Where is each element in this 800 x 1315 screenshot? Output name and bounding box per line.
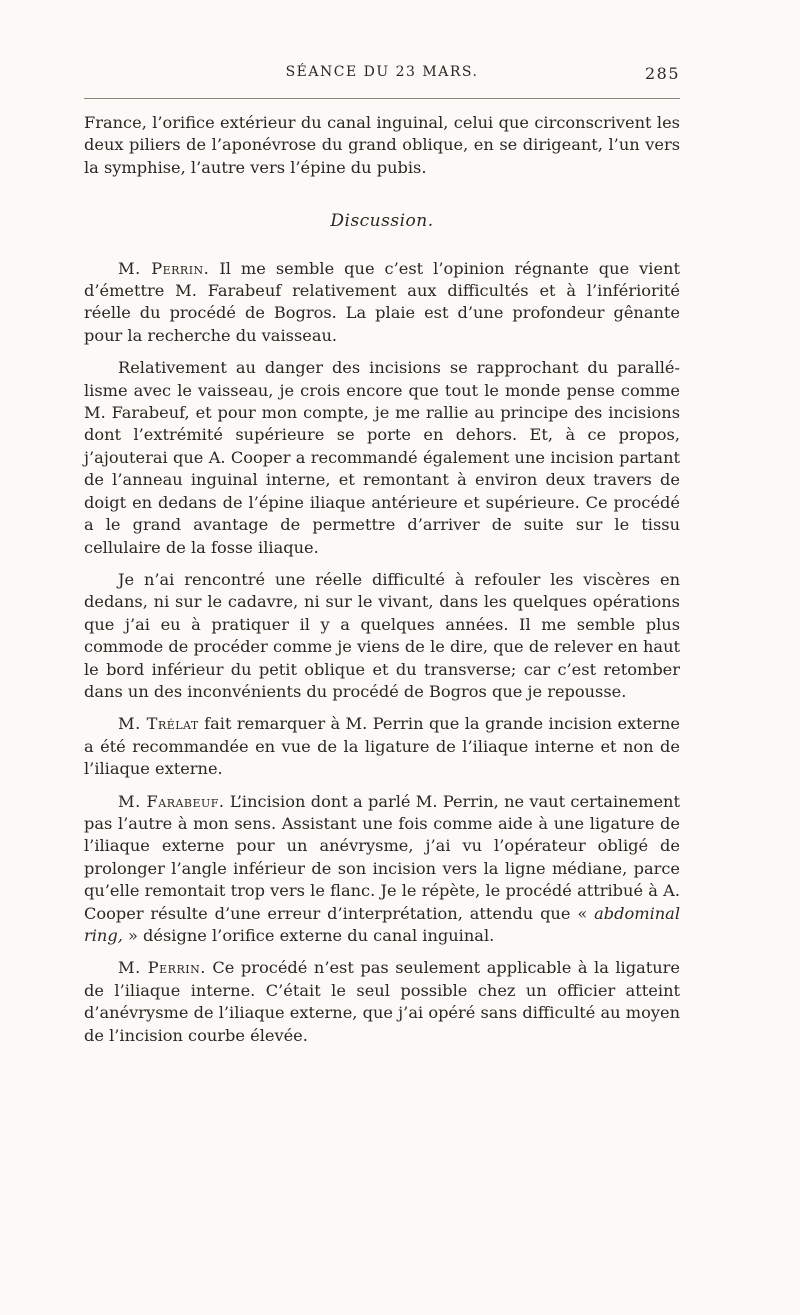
paragraph-perrin-4 <box>84 957 680 1047</box>
paragraph-text: fait remarquer à M. Perrin que la grande incision externe a été recommandée en vue de la ligature de l’iliaque interne et non de l’iliaque externe. <box>84 714 680 779</box>
speaker-name: M. Farabeuf. <box>118 791 225 811</box>
paragraph-continuation: France, l’orifice extérieur du canal inguinal, celui que circonscrivent les deux piliers de l’aponévrose du grand oblique, en se dirigeant, l’un vers la symphise, l’autre vers l’épine du pubis. <box>84 113 680 177</box>
paragraph-text: L’incision dont a parlé M. Perrin, ne vaut certainement pas l’autre à mon sens. Assistant une fois comme aide à une ligature de l’iliaque externe pour un anévrysme, j’ai vu l’opérateur obligé de prolonger l’angle inférieur de son incision vers la ligne médiane, parce qu’elle remontait trop vers le flanc. Je le répète, le procédé attribué à A. Cooper résulte d’une erreur d’interprétation, attendu que « <box>84 791 680 923</box>
page-number: 285 <box>644 64 680 83</box>
body-text <box>84 112 680 1047</box>
paragraph-text: Il me semble que c’est l’opinion régnante que vient d’émettre M. Farabeuf relativement aux difficultés et à l’infériorité réelle du procédé de Bogros. La plaie est d’une profondeur gênante pour la recherche du vaisseau. <box>84 258 680 345</box>
running-title: SÉANCE DU 23 MARS. <box>285 64 479 80</box>
speaker-name: M. Perrin. <box>118 958 206 978</box>
section-heading: Discussion. <box>330 211 434 232</box>
paragraph-farabeuf <box>84 791 680 948</box>
paragraph-text: Ce procédé n’est pas seulement applicable à la ligature de l’iliaque interne. C’était le seul possible chez un officier atteint d’anévrysme de l’iliaque externe, que j’ai opéré sans difficulté au moyen de l’incision courbe élevée. <box>84 958 680 1045</box>
paragraph-perrin-3: Je n’ai rencontré une réelle difficulté à refouler les viscères en dedans, ni sur le cadavre, ni sur le vivant, dans les quelques opérations que j’ai eu à pratiquer il y a quelques années. Il me semble plus commode de procéder comme je viens de le dire, que de relever en haut le bord inférieur du petit oblique et du transverse; car c’est retomber dans un des inconvénients du procédé de Bogros que je repousse. <box>84 569 680 701</box>
speaker-name: M. Perrin. <box>118 258 210 278</box>
paragraph-perrin-1 <box>84 258 680 348</box>
header-rule <box>84 98 680 99</box>
running-header <box>84 64 680 88</box>
paragraph-trelat <box>84 713 680 780</box>
paragraph-perrin-2: Relativement au danger des incisions se rapprochant du parallélisme avec le vaisseau, je crois encore que tout le monde pense comme M. Farabeuf, et pour mon compte, je me rallie au principe des incisions dont l’extrémité supérieure se porte en dehors. Et, à ce propos, j’ajouterai que A. Cooper a recommandé également une incision partant de l’anneau inguinal interne, et remontant à environ deux travers de doigt en dedans de l’épine iliaque antérieure et supérieure. Ce procédé a le grand avantage de permettre d’arriver de suite sur le tissu cellulaire de la fosse iliaque. <box>84 358 680 557</box>
paragraph-text: » désigne l’orifice externe du canal inguinal. <box>122 926 495 945</box>
italic-term: abdominal ring, <box>84 903 680 945</box>
speaker-name: M. Trélat <box>118 714 199 734</box>
